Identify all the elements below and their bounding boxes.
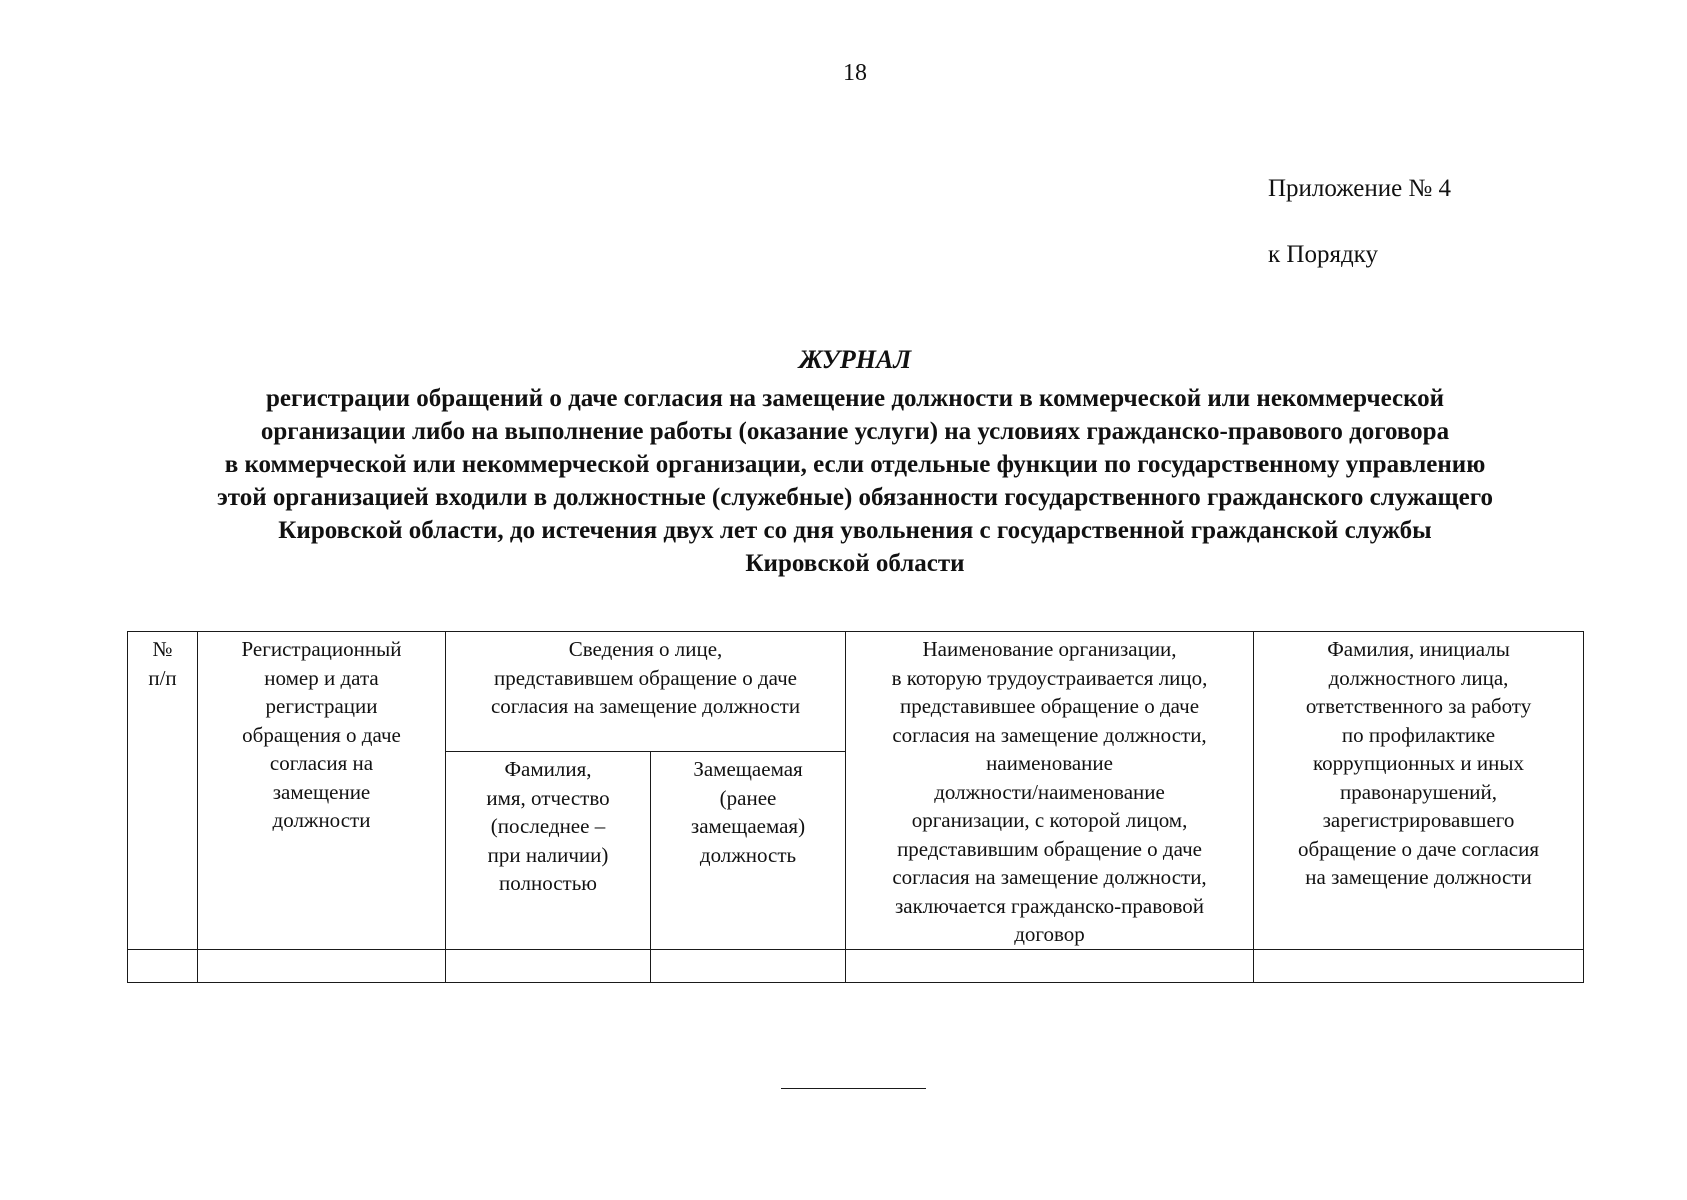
header-text: согласия на замещение должности, [892, 722, 1207, 747]
subtitle-line: в коммерческой или некоммерческой организации, если отдельные функции по государственному управлению [224, 451, 1486, 478]
header-text: согласия на замещение должности, [892, 865, 1207, 889]
header-number [128, 632, 198, 950]
header-text: заключается гражданско-правовой [894, 893, 1205, 918]
header-text: номер и дата [264, 665, 379, 690]
header-organization [846, 632, 1254, 950]
table-cell [1254, 949, 1584, 982]
header-text: на замещение должности [1305, 865, 1532, 889]
table-row [128, 949, 1584, 982]
header-person-position [651, 752, 846, 949]
header-text: п/п [148, 665, 177, 690]
table-cell [128, 949, 198, 982]
header-text: при наличии) [487, 842, 609, 867]
header-text: № [152, 637, 173, 661]
header-text: по профилактике [1341, 722, 1496, 747]
header-text: должности [272, 808, 371, 832]
subtitle-line: Кировской области, до истечения двух лет со дня увольнения с государственной гражданской службы [278, 517, 1432, 544]
header-text: должности/наименование [934, 779, 1165, 804]
header-text: замещение [272, 779, 371, 804]
header-text: должность [699, 842, 797, 867]
appendix-label: Приложение № 4 [1268, 175, 1452, 202]
header-text: представившим обращение о даче [897, 836, 1202, 861]
header-text: ответственного за работу [1305, 694, 1532, 718]
header-text: Фамилия, инициалы [1327, 637, 1510, 661]
header-person-group [446, 632, 846, 752]
header-text: в которую трудоустраивается лицо, [891, 665, 1208, 690]
header-text: Сведения о лице, [568, 637, 723, 661]
header-text: коррупционных и иных [1313, 751, 1524, 775]
header-text: согласия на замещение должности [490, 694, 801, 718]
header-text: обращения о даче [242, 722, 401, 747]
header-text: обращение о даче согласия [1298, 836, 1539, 861]
header-text: должностного лица, [1328, 665, 1509, 690]
header-text: (ранее [719, 785, 777, 810]
subtitle-line: этой организацией входили в должностные (служебные) обязанности государственного гражданского служащего [217, 484, 1493, 511]
subtitle-line: организации либо на выполнение работы (оказание услуги) на условиях гражданско-правового договора [260, 418, 1450, 445]
header-text: Фамилия, [504, 757, 592, 782]
header-text: правонарушений, [1339, 779, 1498, 804]
document-title: ЖУРНАЛ [798, 345, 912, 374]
header-text: представившем обращение о даче [494, 665, 797, 690]
header-official [1254, 632, 1584, 950]
footer-divider [781, 1088, 926, 1089]
appendix-reference: к Порядку [1268, 241, 1378, 268]
header-text: замещаемая) [690, 814, 806, 839]
header-text: зарегистрировавшего [1322, 808, 1515, 832]
table-cell [198, 949, 446, 982]
table-cell [651, 949, 846, 982]
header-text: представившее обращение о даче [900, 694, 1200, 718]
subtitle-line: регистрации обращений о даче согласия на замещение должности в коммерческой или некоммерческой [265, 385, 1445, 412]
table-cell [846, 949, 1254, 982]
header-text: договор [1014, 922, 1085, 946]
table-cell [446, 949, 651, 982]
header-text: Замещаемая [693, 757, 803, 782]
header-text: имя, отчество [486, 785, 610, 810]
header-text: Наименование организации, [922, 637, 1177, 661]
header-registration [198, 632, 446, 950]
header-person-name [446, 752, 651, 949]
header-text: регистрации [265, 694, 378, 718]
header-text: согласия на [269, 751, 374, 775]
subtitle-line: Кировской области [745, 550, 965, 577]
header-text: (последнее – [490, 814, 606, 839]
header-text: Регистрационный [241, 637, 402, 661]
header-text: наименование [986, 751, 1113, 775]
header-text: организации, с которой лицом, [911, 808, 1188, 832]
header-text: полностью [499, 871, 597, 896]
journal-table [127, 631, 1584, 983]
page-number: 18 [843, 60, 867, 86]
document-subtitle [100, 382, 1610, 580]
